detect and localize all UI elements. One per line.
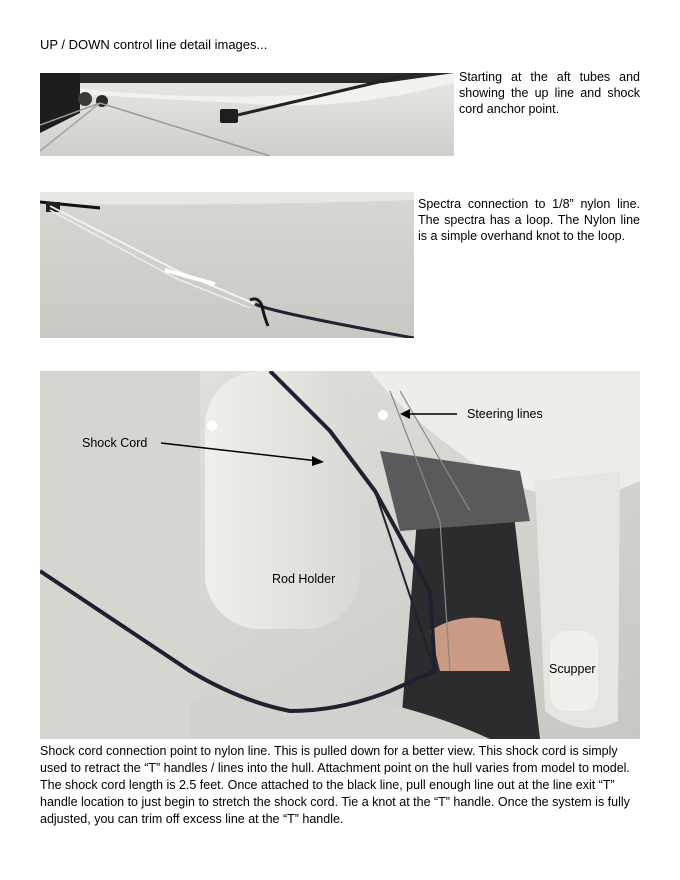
- photo-caption-spectra-connection: Spectra connection to 1/8” nylon line. The spectra has a loop. The Nylon line is a simple overhand knot to the loop.: [418, 197, 640, 243]
- photo-caption-aft-tubes: Starting at the aft tubes and showing the up line and shock cord anchor point.: [459, 70, 640, 116]
- label-scupper: Scupper: [549, 662, 596, 676]
- label-steering-lines: Steering lines: [467, 407, 543, 421]
- photo-caption-shock-cord: Shock cord connection point to nylon line. This is pulled down for a better view. This shock cord is simply used to retract the “T” handles / lines into the hull. Attachment point on the hull varies from model to model. The shock cord length is 2.5 feet. Once attached to the black line, pull enough line out at the line exit “T” handle location to just begin to stretch the shock cord. Tie a knot at the “T” handle. Once the system is fully adjusted, you can trim off excess line at the “T” handle.: [40, 744, 630, 826]
- spectra-connection-photo: [40, 192, 414, 338]
- page-heading: UP / DOWN control line detail images...: [40, 37, 268, 52]
- label-shock-cord: Shock Cord: [82, 436, 148, 450]
- aft-tubes-photo: [40, 73, 454, 156]
- shock-cord-photo: [40, 371, 640, 739]
- label-rod-holder: Rod Holder: [272, 572, 336, 586]
